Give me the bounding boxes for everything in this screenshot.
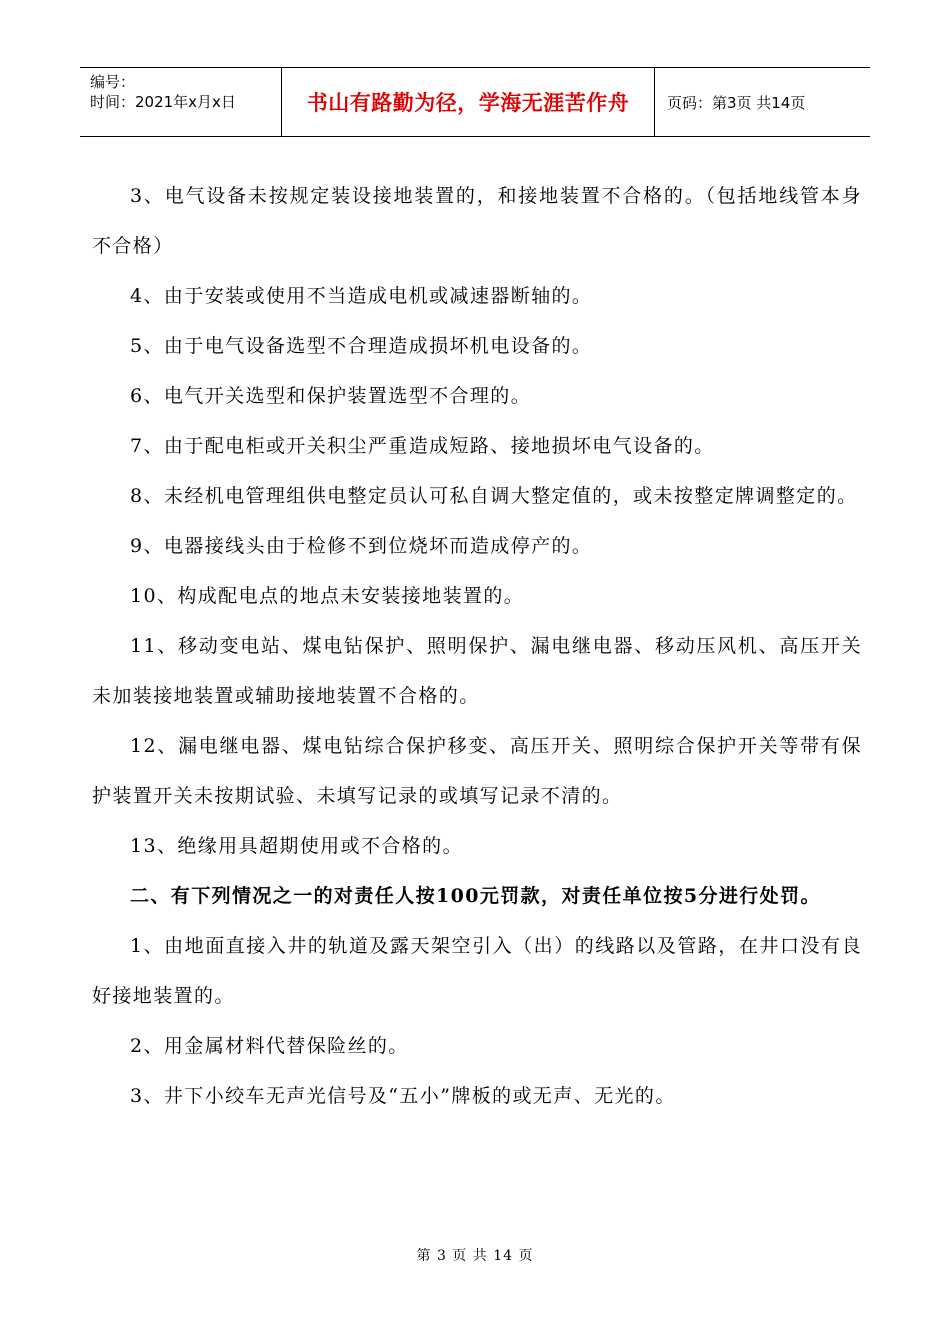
paragraph: 2、用金属材料代替保险丝的。 (130, 1035, 409, 1057)
paragraph: 8、未经机电管理组供电整定员认可私自调大整定值的，或未按整定牌调整定的。 (130, 485, 858, 507)
section-heading: 二、有下列情况之一的对责任人按100元罚款，对责任单位按5分进行处罚。 (130, 885, 821, 907)
paragraph: 4、由于安装或使用不当造成电机或减速器断轴的。 (130, 285, 593, 307)
paragraph: 13、绝缘用具超期使用或不合格的。 (130, 835, 463, 857)
header-page-info: 页码：第3页 共14页 (667, 93, 806, 112)
page-footer: 第 3 页 共 14 页 (416, 1248, 534, 1264)
paragraph: 11、移动变电站、煤电钻保护、照明保护、漏电继电器、移动压风机、高压开关未加装接地装置或辅助接地装置不合格的。 (92, 635, 862, 707)
document-body (92, 171, 862, 1121)
paragraph: 10、构成配电点的地点未安装接地装置的。 (130, 585, 525, 607)
paragraph: 3、电气设备未按规定装设接地装置的，和接地装置不合格的。（包括地线管本身不合格） (92, 185, 862, 257)
document-time-label: 时间：2021年x月x日 (90, 93, 236, 111)
header-meta (80, 68, 282, 136)
paragraph: 12、漏电继电器、煤电钻综合保护移变、高压开关、照明综合保护开关等带有保护装置开关未按期试验、未填写记录的或填写记录不清的。 (92, 735, 862, 807)
paragraph: 3、井下小绞车无声光信号及“五小”牌板的或无声、无光的。 (130, 1085, 676, 1107)
paragraph: 1、由地面直接入井的轨道及露天架空引入（出）的线路以及管路，在井口没有良好接地装置的。 (92, 935, 862, 1007)
paragraph: 5、由于电气设备选型不合理造成损坏机电设备的。 (130, 335, 593, 357)
paragraph: 9、电器接线头由于检修不到位烧坏而造成停产的。 (130, 535, 593, 557)
header-motto: 书山有路勤为径，学海无涯苦作舟 (282, 68, 655, 136)
paragraph: 7、由于配电柜或开关积尘严重造成短路、接地损坏电气设备的。 (130, 435, 715, 457)
page-header (80, 67, 870, 137)
document-number-label: 编号： (90, 73, 136, 91)
paragraph: 6、电气开关选型和保护装置选型不合理的。 (130, 385, 532, 407)
